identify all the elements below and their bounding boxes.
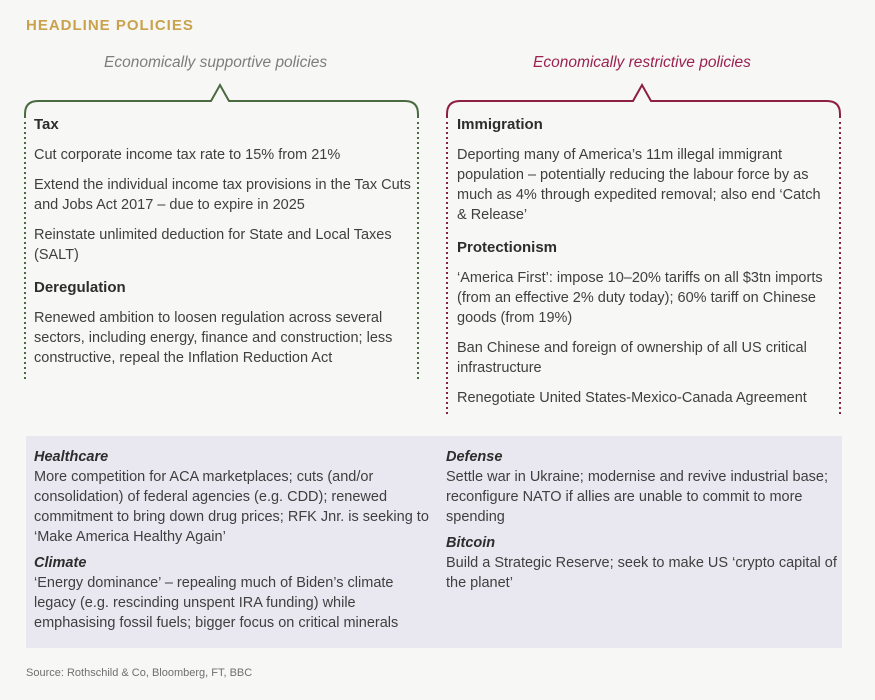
immigration-heading: Immigration	[457, 116, 543, 133]
restrictive-bracket	[447, 85, 840, 118]
defense-text: Settle war in Ukraine; modernise and revive industrial base; reconfigure NATO if allies are unable to commit to more spending	[446, 469, 829, 525]
defense-heading: Defense	[446, 449, 503, 465]
tax-item: Cut corporate income tax rate to 15% from 21%	[34, 147, 341, 163]
bitcoin-text: Build a Strategic Reserve; seek to make US ‘crypto capital of the planet’	[446, 555, 837, 591]
deregulation-heading: Deregulation	[34, 279, 126, 296]
immigration-item: Deporting many of America’s 11m illegal immigrant population – potentially reducing the labour force by as much as 4% through expedited removal; also end ‘Catch & Release’	[457, 147, 821, 223]
other-policies-right	[446, 448, 838, 600]
protectionism-item: ‘America First’: impose 10–20% tariffs on all $3tn imports (from an effective 2% duty today); 60% tariff on Chinese goods (from 19%)	[457, 270, 823, 326]
tax-item: Extend the individual income tax provisions in the Tax Cuts and Jobs Act 2017 – due to expire in 2025	[34, 177, 411, 213]
restrictive-column	[457, 116, 829, 418]
deregulation-item: Renewed ambition to loosen regulation across several sectors, including energy, finance and construction; less constructive, repeal the Inflation Reduction Act	[34, 310, 393, 366]
healthcare-heading: Healthcare	[34, 449, 109, 465]
protectionism-item: Renegotiate United States-Mexico-Canada Agreement	[457, 390, 807, 406]
supportive-bracket	[25, 85, 418, 118]
tax-item: Reinstate unlimited deduction for State and Local Taxes (SALT)	[34, 227, 392, 263]
tax-heading: Tax	[34, 116, 59, 133]
climate-heading: Climate	[34, 555, 87, 571]
protectionism-item: Ban Chinese and foreign of ownership of all US critical infrastructure	[457, 340, 807, 376]
other-policies-box	[26, 436, 842, 648]
protectionism-heading: Protectionism	[457, 239, 558, 256]
other-policies-left	[34, 448, 432, 640]
page-title: HEADLINE POLICIES	[26, 17, 194, 34]
bitcoin-heading: Bitcoin	[446, 535, 496, 551]
supportive-column	[34, 116, 414, 378]
climate-text: ‘Energy dominance’ – repealing much of Biden’s climate legacy (e.g. rescinding unspent IRA funding) while emphasising fossil fuels; bigger focus on critical minerals	[34, 575, 399, 631]
healthcare-text: More competition for ACA marketplaces; cuts (and/or consolidation) of federal agencies (e.g. CDD); renewed commitment to bring down drug prices; RFK Jnr. is seeking to ‘Make America Healthy Again’	[34, 469, 429, 545]
restrictive-column-title: Economically restrictive policies	[533, 54, 751, 71]
supportive-column-title: Economically supportive policies	[104, 54, 328, 71]
source-note: Source: Rothschild & Co, Bloomberg, FT, BBC	[26, 667, 253, 679]
